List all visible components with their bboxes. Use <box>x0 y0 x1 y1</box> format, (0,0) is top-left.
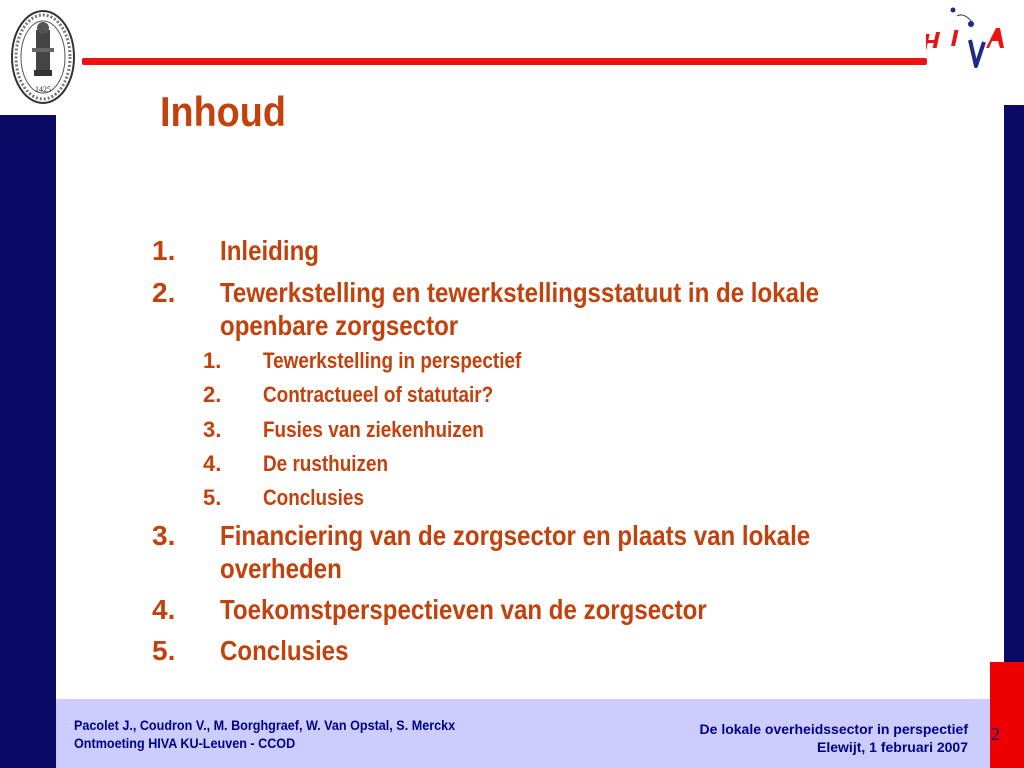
toc-item-text-continued: openbare zorgsector <box>220 310 459 341</box>
footer-presentation-title: De lokale overheidssector in perspectief <box>699 721 968 737</box>
slide-title: Inhoud <box>160 88 286 135</box>
right-navy-bar <box>1004 105 1024 663</box>
hiva-logo <box>926 4 1018 74</box>
toc-item-text-continued: overheden <box>220 553 342 584</box>
top-red-rule <box>82 58 927 65</box>
toc-subitem-number: 2. <box>203 382 222 407</box>
left-navy-bar <box>0 115 56 768</box>
footer-left <box>74 716 455 752</box>
toc-subitem-text: De rusthuizen <box>263 451 389 476</box>
toc-subitem-text: Fusies van ziekenhuizen <box>263 417 484 442</box>
toc-item-text: Tewerkstelling en tewerkstellingsstatuut in de lokale <box>220 277 820 308</box>
university-seal-logo <box>10 8 76 106</box>
page-number: 2 <box>991 724 1000 744</box>
footer-right <box>700 720 968 756</box>
toc-item-number: 3. <box>152 520 176 551</box>
toc-item-text: Conclusies <box>220 635 349 666</box>
footer-place-date: Elewijt, 1 februari 2007 <box>817 739 968 755</box>
toc-subitem-number: 1. <box>203 348 222 373</box>
toc-subitem-number: 5. <box>203 485 222 510</box>
toc-subitem-text: Contractueel of statutair? <box>263 382 494 407</box>
right-red-block <box>990 662 1024 768</box>
toc-item-number: 5. <box>152 635 176 666</box>
toc-item-text: Financiering van de zorgsector en plaats van lokale <box>220 520 811 551</box>
toc-item-number: 2. <box>152 277 176 308</box>
svg-text:1425: 1425 <box>35 85 51 94</box>
toc-subitem-text: Tewerkstelling in perspectief <box>263 348 522 373</box>
footer-event: Ontmoeting HIVA KU-Leuven - CCOD <box>74 735 296 751</box>
toc-item-text: Inleiding <box>220 235 319 266</box>
toc-item-text: Toekomstperspectieven van de zorgsector <box>220 594 707 625</box>
toc-subitem-text: Conclusies <box>263 485 364 510</box>
toc-item-number: 4. <box>152 594 176 625</box>
footer-authors: Pacolet J., Coudron V., M. Borghgraef, W. Van Opstal, S. Merckx <box>74 717 456 733</box>
toc-item-number: 1. <box>152 235 176 266</box>
toc-subitem-number: 4. <box>203 451 222 476</box>
toc-subitem-number: 3. <box>203 417 222 442</box>
